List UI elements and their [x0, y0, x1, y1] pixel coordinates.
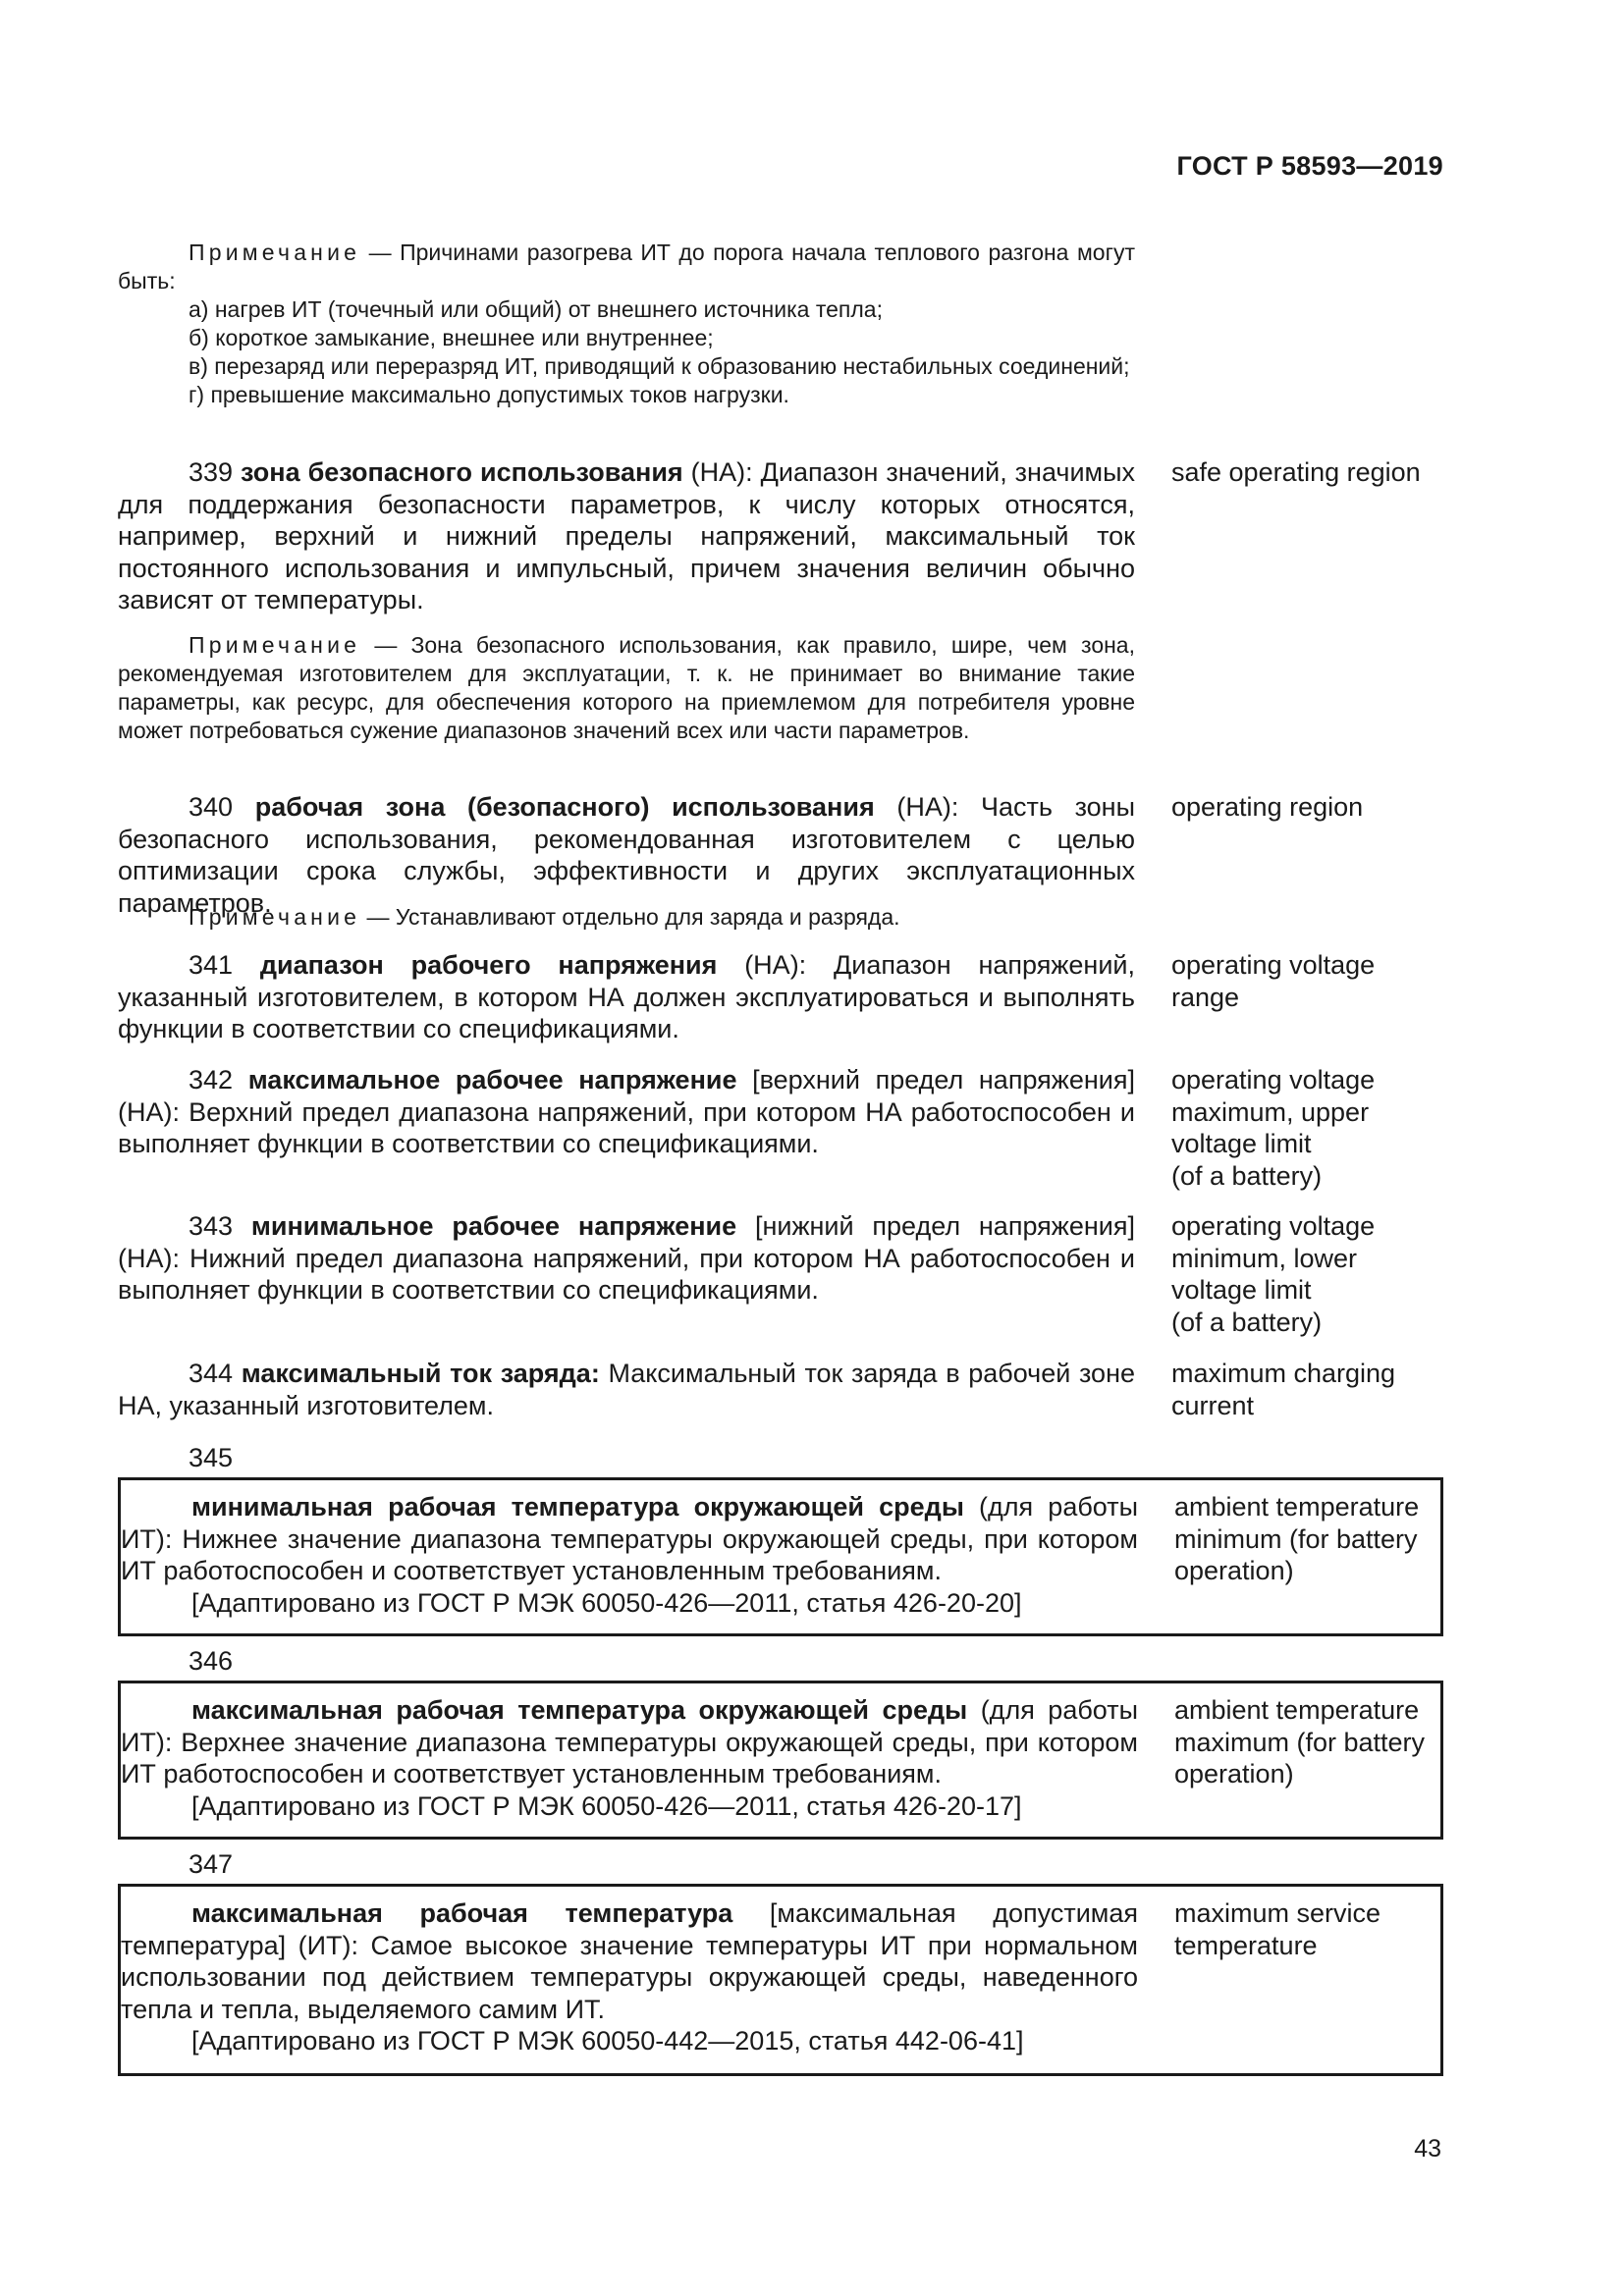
term-title: диапазон рабочего напряжения: [259, 950, 718, 980]
term-source: [Адаптировано из ГОСТ Р МЭК 60050-442—2015, статья 442-06-41]: [191, 2026, 1024, 2056]
term-en-340: operating region: [1171, 792, 1364, 822]
term-source: [Адаптировано из ГОСТ Р МЭК 60050-426—2011, статья 426-20-17]: [191, 1790, 1022, 1821]
term-number: 339: [189, 457, 234, 487]
term-entry-346: [121, 1694, 1138, 1822]
term-title: минимальное рабочее напряжение: [250, 1211, 737, 1241]
term-title: максимальный ток заряда:: [241, 1359, 600, 1388]
term-title: максимальное рабочее напряжение: [247, 1065, 737, 1095]
term-box-345: [118, 1477, 1443, 1636]
term-number: 341: [189, 950, 234, 980]
term-number: 343: [189, 1211, 234, 1241]
term-definition: [нижний предел напряжения] (НА): Нижний предел диапазона напряжений, при котором НА работоспособен и выполняет функции в соответствии со спецификациями.: [118, 1211, 1135, 1305]
note-label: Примечание: [189, 632, 361, 658]
term-number: 340: [189, 792, 234, 822]
term-definition: [максимальная допустимая температура] (ИТ): Самое высокое значение температуры ИТ при нормальном использовании под действием температуры окружающей среды, наведенного тепла и тепла, выделяемого самим ИТ.: [121, 1898, 1139, 2024]
term-definition: Максимальный ток заряда в рабочей зоне НА, указанный изготовителем.: [118, 1359, 1135, 1420]
list-item: а) нагрев ИТ (точечный или общий) от внешнего источника тепла;: [189, 296, 883, 322]
term-definition: (НА): Диапазон значений, значимых для поддержания безопасности параметров, к числу которых относятся, например, верхний и нижний пределы напряжений, максимальный ток постоянного использования и импульсный, причем значения величин обычно зависят от температуры.: [118, 457, 1136, 614]
list-item: в) перезаряд или переразряд ИТ, приводящий к образованию нестабильных соединений;: [189, 353, 1130, 379]
document-header: ГОСТ Р 58593—2019: [1176, 151, 1443, 181]
term-entry-340: [118, 791, 1135, 919]
term-en-341: operating voltage range: [1171, 950, 1376, 1012]
note-text: — Причинами разогрева ИТ до порога начала теплового разгона могут быть:: [118, 240, 1135, 294]
note-label: Примечание: [189, 904, 361, 930]
term-entry-342: [118, 1064, 1135, 1160]
list-item: г) превышение максимально допустимых токов нагрузки.: [189, 382, 789, 407]
term-number-346: 346: [189, 1646, 234, 1676]
term-number: 344: [189, 1359, 234, 1388]
term-en-339: safe operating region: [1171, 457, 1421, 487]
term-source: [Адаптировано из ГОСТ Р МЭК 60050-426—2011, статья 426-20-20]: [191, 1587, 1022, 1618]
term-title: минимальная рабочая температура окружающей среды: [191, 1492, 964, 1522]
term-definition: (для работы ИТ): Верхнее значение диапазона температуры окружающей среды, при котором ИТ работоспособен и соответствует установленным требованиям.: [121, 1695, 1138, 1789]
term-en-342: operating voltage maximum, upper voltage limit (of a battery): [1171, 1065, 1376, 1191]
term-box-347: [118, 1884, 1443, 2076]
term-en-347: maximum service temperature: [1174, 1898, 1381, 1960]
term-number: 342: [189, 1065, 234, 1095]
term-entry-347: [121, 1897, 1138, 2057]
term-entry-345: [121, 1491, 1138, 1619]
list-item: б) короткое замыкание, внешнее или внутреннее;: [189, 325, 714, 350]
term-title: рабочая зона (безопасного) использования: [254, 792, 875, 822]
note-label: Примечание: [189, 240, 361, 265]
term-definition: [верхний предел напряжения] (НА): Верхний предел диапазона напряжений, при котором НА работоспособен и выполняет функции в соответствии со спецификациями.: [118, 1065, 1135, 1158]
term-title: максимальная рабочая температура: [191, 1898, 733, 1928]
term-entry-344: [118, 1358, 1135, 1421]
term-number-345: 345: [189, 1443, 234, 1472]
term-title: зона безопасного использования: [241, 457, 683, 487]
term-box-346: [118, 1681, 1443, 1840]
term-title: максимальная рабочая температура окружающей среды: [191, 1695, 968, 1725]
note-block-causes: [118, 239, 1135, 409]
term-en-343: operating voltage minimum, lower voltage limit (of a battery): [1171, 1211, 1376, 1337]
term-number-347: 347: [189, 1849, 234, 1879]
term-definition: (НА): Диапазон напряжений, указанный изготовителем, в котором НА должен эксплуатироваться и выполнять функции в соответствии со спецификациями.: [118, 950, 1135, 1043]
term-en-346: ambient temperature maximum (for battery operation): [1174, 1695, 1426, 1789]
term-definition: (НА): Часть зоны безопасного использования, рекомендованная изготовителем с целью оптимизации срока службы, эффективности и других эксплуатационных параметров.: [118, 792, 1135, 918]
term-definition: (для работы ИТ): Нижнее значение диапазона температуры окружающей среды, при котором ИТ работоспособен и соответствует установленным требованиям.: [121, 1492, 1138, 1585]
page-number: 43: [1414, 2135, 1441, 2163]
note-text: — Зона безопасного использования, как правило, шире, чем зона, рекомендуемая изготовителем для эксплуатации, т. к. не принимает во внимание такие параметры, как ресурс, для обеспечения которого на приемлемом для потребителя уровне может потребоваться сужение диапазонов значений всех или части параметров.: [118, 632, 1135, 743]
term-en-344: maximum charging current: [1171, 1359, 1396, 1420]
note-text: — Устанавливают отдельно для заряда и разряда.: [360, 904, 900, 930]
term-entry-341: [118, 949, 1135, 1045]
note-block-340: [118, 903, 1135, 932]
term-en-345: ambient temperature minimum (for battery operation): [1174, 1492, 1420, 1585]
term-entry-339: [118, 456, 1135, 616]
note-block-339: [118, 631, 1135, 745]
term-entry-343: [118, 1210, 1135, 1307]
